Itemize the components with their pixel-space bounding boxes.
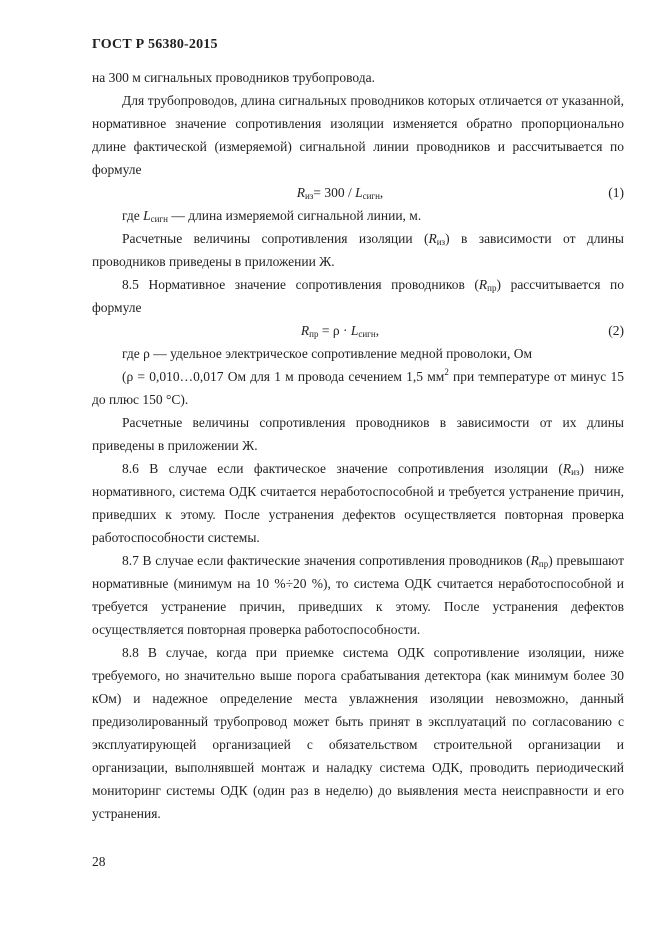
paragraph: Расчетные величины сопротивления изоляции $(R_{из})$ в зависимости от длины проводников приведены в приложении Ж.	[92, 231, 624, 269]
paragraph: Для трубопроводов, длина сигнальных проводников которых отличается от указанной, нормативное значение сопротивления изоляции изменяется обратно пропорционально длине фактической (измеряемой) сигнальной линии проводников и рассчитывается по формуле	[92, 93, 624, 177]
paragraph-continuation: на 300 м сигнальных проводников трубопровода.	[92, 70, 376, 85]
paragraph: (ρ = 0,010…0,017 Ом для 1 м провода сечением 1,5 $мм^2$ при температуре от минус 15 до плюс 150 °С).	[92, 367, 624, 407]
formula-1-number: (1)	[608, 185, 624, 200]
paragraph-8-7: 8.7 В случае если фактические значения сопротивления проводников $(R_{пр})$ превышают нормативные (минимум на 10 %÷20 %), то система ОДК считается неработоспособной и требуется устранение причин, приведших к этому. После устранения дефектов осуществляется повторная проверка работоспособности.	[92, 553, 624, 637]
paragraph-8-6: 8.6 В случае если фактическое значение сопротивления изоляции $(R_{из})$ ниже нормативного, система ОДК считается неработоспособной и требуется устранение причин, приведших к этому. После устранения дефектов осуществляется повторная проверка работоспособности системы.	[92, 461, 624, 545]
paragraph: где $L_{сигн}$ — длина измеряемой сигнальной линии, м.	[122, 208, 422, 224]
formula-1-expression: $R_{из}= 300 / L_{сигн}$,	[296, 185, 384, 201]
formula-1	[92, 181, 624, 204]
page-number: 28	[92, 854, 106, 869]
paragraph-8-8: 8.8 В случае, когда при приемке система ОДК сопротивление изоляции, ниже требуемого, но значительно выше порога срабатывания детектора (как минимум более 30 кОм) и надежное определение места увлажнения изоляции невозможно, данный предизолированный трубопровод может быть принят в эксплуатаций по согласованию с эксплуатирующей организацией с обязательством строительной организации и организации, выполнявшей монтаж и наладку система ОДК, проводить периодический мониторинг системы ОДК (один раз в неделю) до выявления места неисправности и его устранения.	[92, 645, 624, 821]
paragraph: Расчетные величины сопротивления проводников в зависимости от их длины приведены в приложении Ж.	[92, 415, 624, 453]
formula-2-expression: $R_{пр} = \rho \cdot L_{сигн}$,	[300, 323, 380, 339]
body-text	[92, 66, 624, 825]
page-content	[92, 36, 624, 825]
paragraph-8-5: 8.5 Нормативное значение сопротивления проводников $(R_{пр})$ рассчитывается по формуле	[92, 277, 624, 315]
paragraph: где ρ — удельное электрическое сопротивление медной проволоки, Ом	[122, 346, 533, 361]
formula-2-number: (2)	[608, 323, 624, 338]
document-title: ГОСТ Р 56380-2015	[92, 37, 218, 52]
formula-2	[92, 319, 624, 342]
